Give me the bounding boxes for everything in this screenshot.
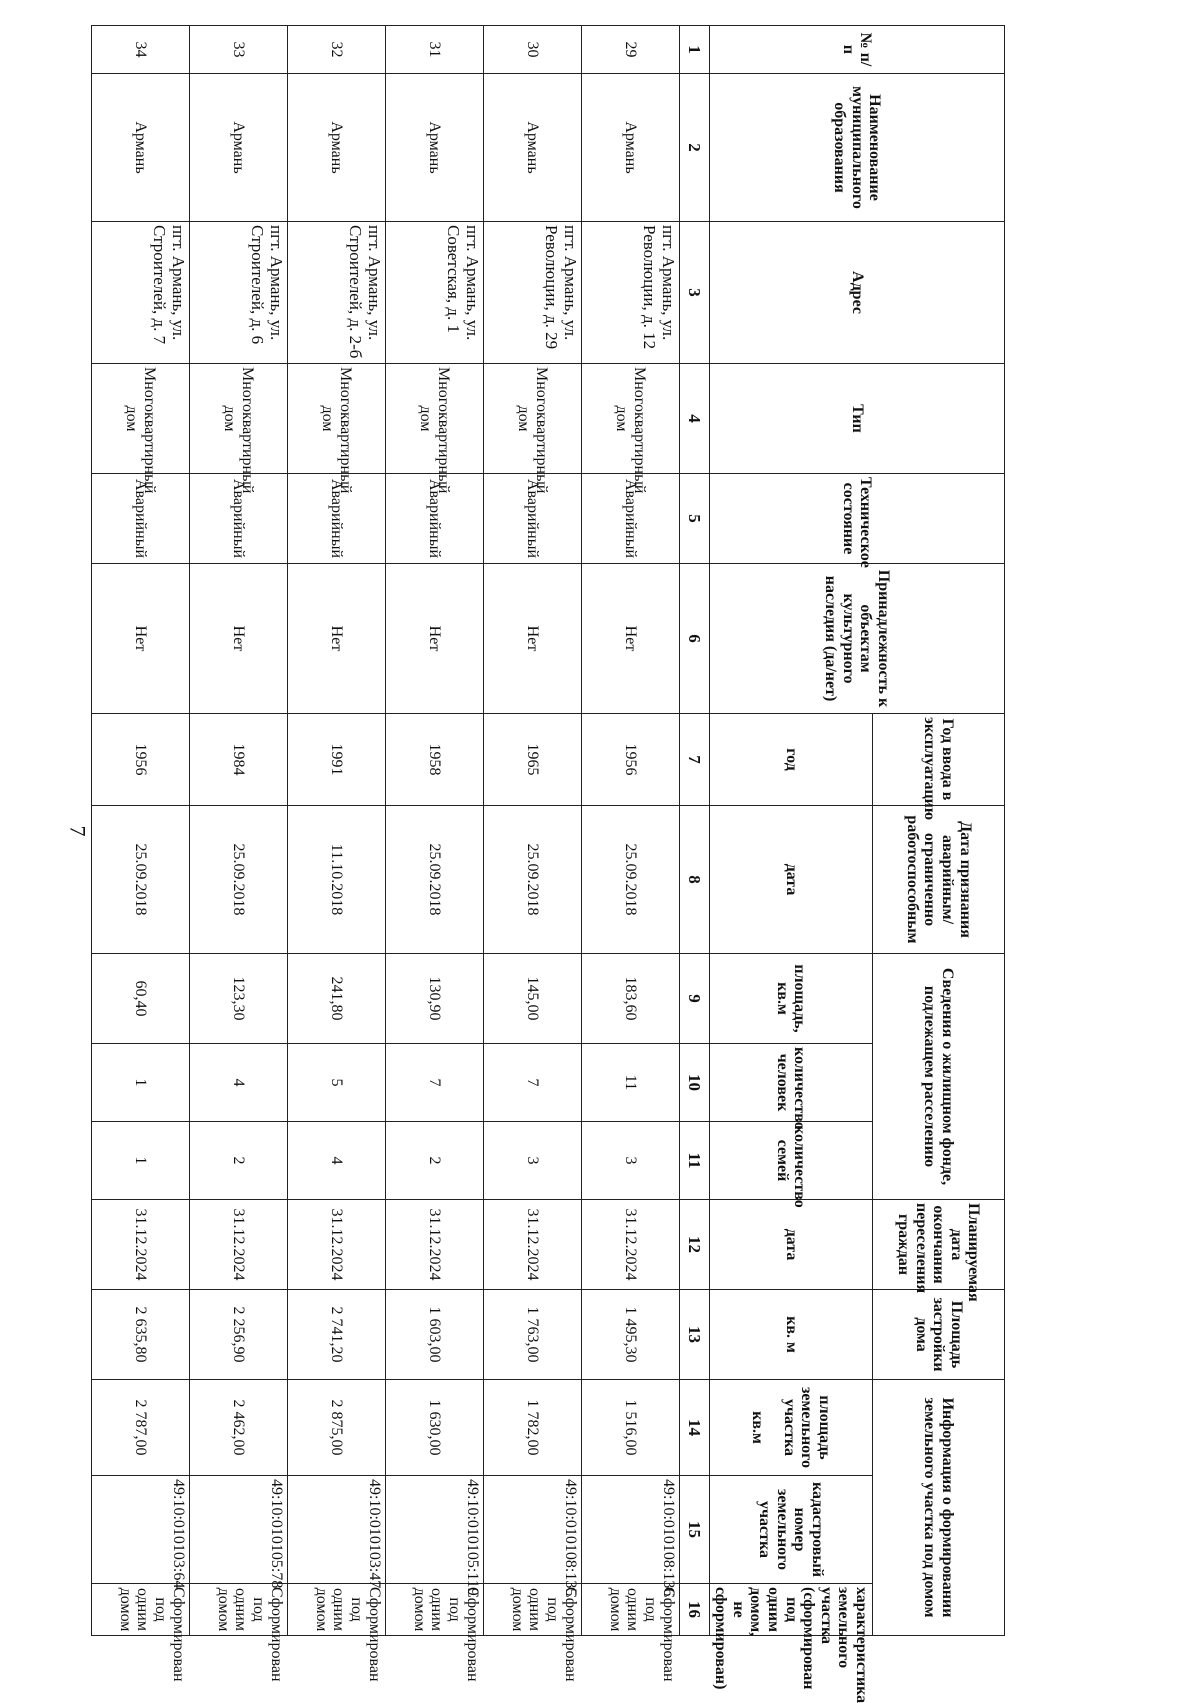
families-cell: 1: [91, 1122, 189, 1200]
build-area-cell: 1 495,30: [581, 1290, 679, 1380]
land-area-cell: 1 516,00: [581, 1380, 679, 1476]
address-cell: пгт. Армань, ул. Революции, д. 29: [483, 222, 581, 364]
header-date-sub: дата: [709, 806, 872, 954]
people-cell: 4: [189, 1044, 287, 1122]
municipality-cell: Армань: [91, 74, 189, 222]
table-row: [385, 26, 483, 1636]
type-cell: Многоквартирный дом: [189, 364, 287, 474]
characteristic-cell: Сформирован под одним домом: [483, 1584, 581, 1636]
area-cell: 145,00: [483, 954, 581, 1044]
heritage-cell: Нет: [385, 564, 483, 714]
municipality-cell: Армань: [189, 74, 287, 222]
characteristic-cell: Сформирован под одним домом: [581, 1584, 679, 1636]
page-number: 7: [65, 825, 91, 837]
build-area-cell: 1 763,00: [483, 1290, 581, 1380]
plan-date-cell: 31.12.2024: [385, 1200, 483, 1290]
recognition-date-cell: 25.09.2018: [189, 806, 287, 954]
build-area-cell: 2 741,20: [287, 1290, 385, 1380]
people-cell: 7: [385, 1044, 483, 1122]
families-cell: 3: [581, 1122, 679, 1200]
recognition-date-cell: 25.09.2018: [385, 806, 483, 954]
cadastral-cell: 49:10:010103:47: [287, 1476, 385, 1584]
recognition-date-cell: 25.09.2018: [483, 806, 581, 954]
column-numbers-row: [679, 26, 709, 1636]
build-area-cell: 1 603,00: [385, 1290, 483, 1380]
header-year: Год ввода в эксплуатацию: [873, 714, 1005, 806]
address-cell: пгт. Армань, ул. Революции, д. 12: [581, 222, 679, 364]
table-row: [189, 26, 287, 1636]
people-cell: 1: [91, 1044, 189, 1122]
cadastral-cell: 49:10:010105:78: [189, 1476, 287, 1584]
header-row-1: [873, 26, 1005, 1636]
recognition-date-cell: 25.09.2018: [91, 806, 189, 954]
column-number: 1: [679, 26, 709, 74]
column-number: 4: [679, 364, 709, 474]
type-cell: Многоквартирный дом: [287, 364, 385, 474]
year-cell: 1956: [91, 714, 189, 806]
address-cell: пгт. Армань, ул. Советская, д. 1: [385, 222, 483, 364]
header-heritage: Принадлежность к объектам культурного наследия (да/нет): [709, 564, 1004, 714]
municipality-cell: Армань: [581, 74, 679, 222]
characteristic-cell: Сформирован под одним домом: [91, 1584, 189, 1636]
row-number: 34: [91, 26, 189, 74]
tech-state-cell: Аварийный: [483, 474, 581, 564]
address-cell: пгт. Армань, ул. Строителей, д. 6: [189, 222, 287, 364]
year-cell: 1965: [483, 714, 581, 806]
header-recognition-date: Дата признания аварийным/ ограниченно работоспособным: [873, 806, 1005, 954]
people-cell: 5: [287, 1044, 385, 1122]
tech-state-cell: Аварийный: [91, 474, 189, 564]
cadastral-cell: 49:10:010103:64: [91, 1476, 189, 1584]
header-number: № п/п: [709, 26, 1004, 74]
plan-date-cell: 31.12.2024: [189, 1200, 287, 1290]
land-area-cell: 2 875,00: [287, 1380, 385, 1476]
heritage-cell: Нет: [483, 564, 581, 714]
header-build-area-sub: кв. м: [709, 1290, 872, 1380]
header-address: Адрес: [709, 222, 1004, 364]
land-area-cell: 1 782,00: [483, 1380, 581, 1476]
families-cell: 2: [385, 1122, 483, 1200]
characteristic-cell: Сформирован под одним домом: [189, 1584, 287, 1636]
plan-date-cell: 31.12.2024: [581, 1200, 679, 1290]
people-cell: 11: [581, 1044, 679, 1122]
build-area-cell: 2 256,90: [189, 1290, 287, 1380]
characteristic-cell: Сформирован под одним домом: [385, 1584, 483, 1636]
column-number: 10: [679, 1044, 709, 1122]
column-number: 8: [679, 806, 709, 954]
area-cell: 183,60: [581, 954, 679, 1044]
header-area: площадь, кв.м: [709, 954, 872, 1044]
municipality-cell: Армань: [287, 74, 385, 222]
year-cell: 1991: [287, 714, 385, 806]
cadastral-cell: 49:10:010108:135: [483, 1476, 581, 1584]
families-cell: 3: [483, 1122, 581, 1200]
heritage-cell: Нет: [91, 564, 189, 714]
column-number: 5: [679, 474, 709, 564]
tech-state-cell: Аварийный: [385, 474, 483, 564]
type-cell: Многоквартирный дом: [581, 364, 679, 474]
column-number: 3: [679, 222, 709, 364]
row-number: 29: [581, 26, 679, 74]
area-cell: 130,90: [385, 954, 483, 1044]
year-cell: 1958: [385, 714, 483, 806]
header-people: количество человек: [709, 1044, 872, 1122]
header-type: Тип: [709, 364, 1004, 474]
year-cell: 1984: [189, 714, 287, 806]
plan-date-cell: 31.12.2024: [483, 1200, 581, 1290]
heritage-cell: Нет: [189, 564, 287, 714]
people-cell: 7: [483, 1044, 581, 1122]
header-housing-group: Сведения о жилищном фонде, подлежащем расселению: [873, 954, 1005, 1200]
land-area-cell: 1 630,00: [385, 1380, 483, 1476]
families-cell: 2: [189, 1122, 287, 1200]
column-number: 7: [679, 714, 709, 806]
municipality-cell: Армань: [483, 74, 581, 222]
type-cell: Многоквартирный дом: [483, 364, 581, 474]
header-land-group: Информация о формировании земельного участка под домом: [873, 1380, 1005, 1636]
recognition-date-cell: 25.09.2018: [581, 806, 679, 954]
plan-date-cell: 31.12.2024: [91, 1200, 189, 1290]
build-area-cell: 2 635,80: [91, 1290, 189, 1380]
header-year-sub: год: [709, 714, 872, 806]
column-number: 6: [679, 564, 709, 714]
column-number: 9: [679, 954, 709, 1044]
municipality-cell: Армань: [385, 74, 483, 222]
table-row: [91, 26, 189, 1636]
row-number: 33: [189, 26, 287, 74]
header-land-area-sub: кв.м: [749, 1411, 767, 1444]
header-families: количество семей: [709, 1122, 872, 1200]
address-cell: пгт. Армань, ул. Строителей, д. 7: [91, 222, 189, 364]
type-cell: Многоквартирный дом: [91, 364, 189, 474]
recognition-date-cell: 11.10.2018: [287, 806, 385, 954]
header-cadastral: кадастровый номер земельного участка: [709, 1476, 872, 1584]
table-row: [581, 26, 679, 1636]
column-number: 14: [679, 1380, 709, 1476]
header-characteristic: характеристика земельного участка (сформирован под одним домом, не сформирован): [709, 1584, 872, 1636]
table-body: [91, 26, 679, 1682]
header-plan-date-sub: дата: [709, 1200, 872, 1290]
column-number: 16: [679, 1584, 709, 1636]
cadastral-cell: 49:10:010108:136: [581, 1476, 679, 1584]
families-cell: 4: [287, 1122, 385, 1200]
column-number: 15: [679, 1476, 709, 1584]
column-number: 11: [679, 1122, 709, 1200]
tech-state-cell: Аварийный: [581, 474, 679, 564]
heritage-cell: Нет: [287, 564, 385, 714]
header-plan-date: Планируемая дата окончания переселения граждан: [873, 1200, 1005, 1290]
header-tech-state: Техническое состояние: [709, 474, 1004, 564]
housing-table: [91, 25, 1005, 1703]
land-area-cell: 2 462,00: [189, 1380, 287, 1476]
cadastral-cell: 49:10:010105:119: [385, 1476, 483, 1584]
row-number: 32: [287, 26, 385, 74]
tech-state-cell: Аварийный: [287, 474, 385, 564]
column-number: 12: [679, 1200, 709, 1290]
address-cell: пгт. Армань, ул. Строителей, д. 2-б: [287, 222, 385, 364]
characteristic-cell: Сформирован под одним домом: [287, 1584, 385, 1636]
rotated-table-container: [115, 25, 1005, 1703]
heritage-cell: Нет: [581, 564, 679, 714]
header-land-area-label: площадь земельного участка: [780, 1386, 834, 1469]
table-row: [287, 26, 385, 1636]
table-row: [483, 26, 581, 1636]
column-number: 2: [679, 74, 709, 222]
header-build-area: Площадь застройки дома: [873, 1290, 1005, 1380]
area-cell: 123,30: [189, 954, 287, 1044]
year-cell: 1956: [581, 714, 679, 806]
land-area-cell: 2 787,00: [91, 1380, 189, 1476]
header-municipality: Наименование муниципального образования: [709, 74, 1004, 222]
tech-state-cell: Аварийный: [189, 474, 287, 564]
area-cell: 241,80: [287, 954, 385, 1044]
plan-date-cell: 31.12.2024: [287, 1200, 385, 1290]
area-cell: 60,40: [91, 954, 189, 1044]
header-land-area: [709, 1380, 872, 1476]
type-cell: Многоквартирный дом: [385, 364, 483, 474]
row-number: 30: [483, 26, 581, 74]
row-number: 31: [385, 26, 483, 74]
column-number: 13: [679, 1290, 709, 1380]
